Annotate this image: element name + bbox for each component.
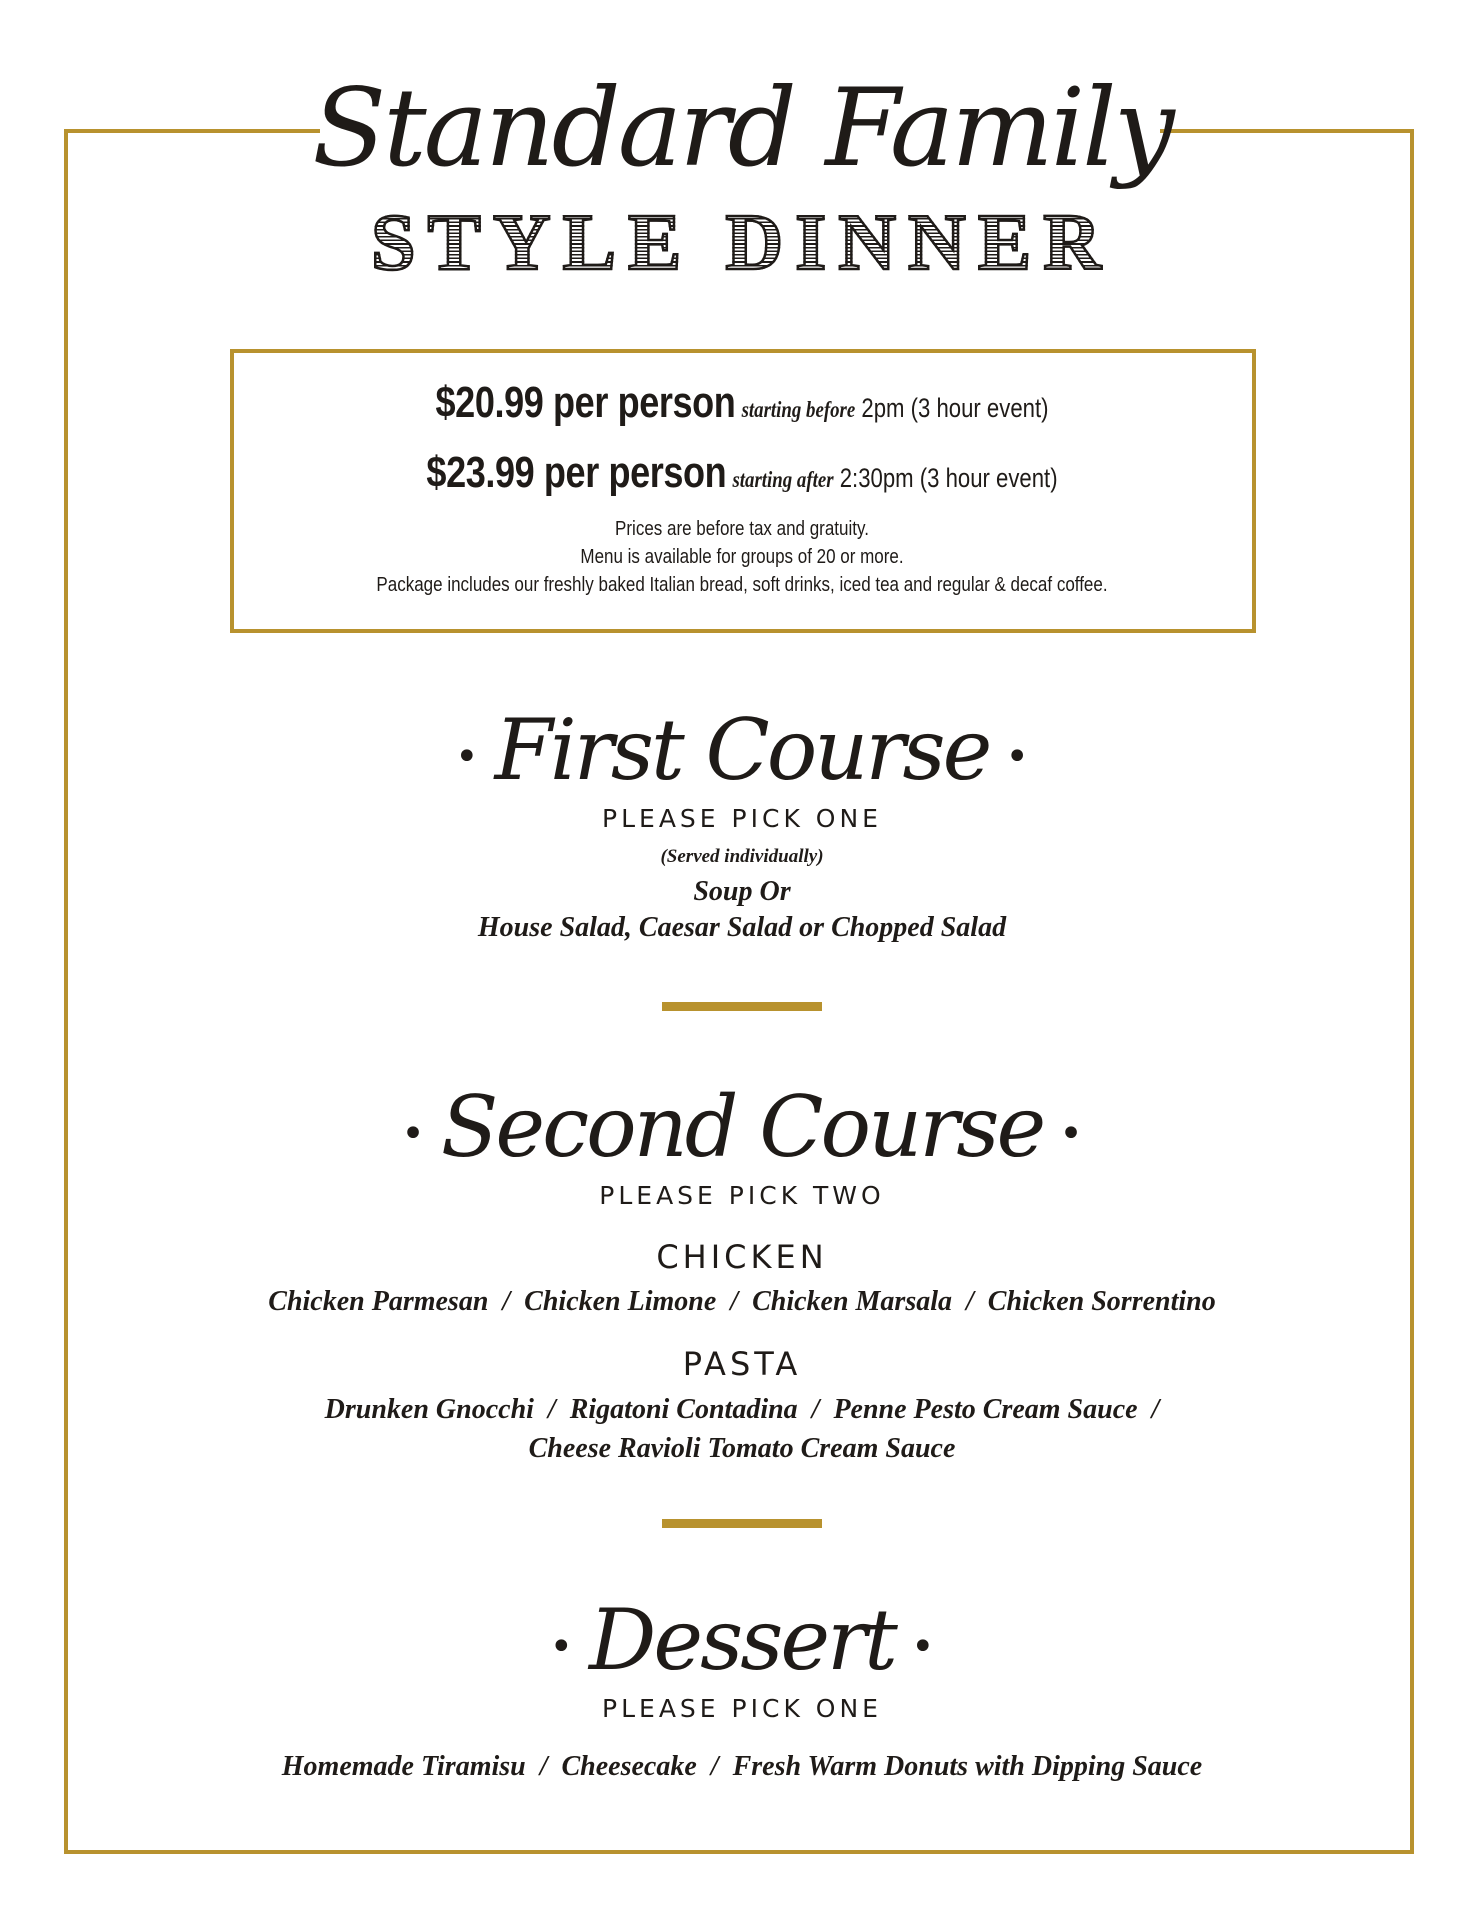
second-course-instruction: PLEASE PICK TWO bbox=[599, 1181, 885, 1210]
fine-print-groups: Menu is available for groups of 20 or more. bbox=[580, 546, 904, 568]
chicken-category: CHICKEN bbox=[656, 1238, 828, 1276]
dessert-items: Homemade Tiramisu / Cheesecake / Fresh Warm Donuts with Dipping Sauce bbox=[281, 1751, 1203, 1782]
menu-subtitle: STYLE DINNER bbox=[0, 198, 1484, 288]
bullet-icon: • bbox=[1059, 1111, 1083, 1157]
first-course-item: House Salad, Caesar Salad or Chopped Salad bbox=[477, 912, 1007, 943]
section-divider bbox=[662, 1002, 822, 1011]
menu-title: Standard Family bbox=[312, 66, 1172, 191]
price-amount: $23.99 per person bbox=[426, 448, 727, 497]
second-course-heading bbox=[0, 1077, 1484, 1184]
fine-print-package: Package includes our freshly baked Italian bread, soft drinks, iced tea and regular & decaf coffee. bbox=[376, 574, 1108, 596]
price-time: 2:30pm (3 hour event) bbox=[839, 463, 1058, 493]
dessert-heading bbox=[0, 1590, 1484, 1697]
price-time: 2pm (3 hour event) bbox=[861, 393, 1049, 423]
dessert-title: Dessert bbox=[589, 1591, 895, 1689]
bullet-icon: • bbox=[455, 734, 479, 780]
chicken-items: Chicken Parmesan / Chicken Limone / Chicken Marsala / Chicken Sorrentino bbox=[268, 1286, 1216, 1317]
section-divider bbox=[662, 1519, 822, 1528]
pasta-category: PASTA bbox=[682, 1345, 802, 1383]
pasta-items-line: Drunken Gnocchi / Rigatoni Contadina / Penne Pesto Cream Sauce / bbox=[324, 1394, 1160, 1425]
dessert-instruction: PLEASE PICK ONE bbox=[602, 1694, 882, 1723]
bullet-icon: • bbox=[910, 1624, 935, 1670]
pasta-items-line: Cheese Ravioli Tomato Cream Sauce bbox=[528, 1433, 956, 1464]
price-amount: $20.99 per person bbox=[435, 378, 736, 427]
price-note: starting before bbox=[741, 397, 856, 422]
first-course-title: First Course bbox=[494, 701, 990, 799]
first-course-heading bbox=[0, 700, 1484, 807]
bullet-icon: • bbox=[549, 1624, 574, 1670]
bullet-icon: • bbox=[1005, 734, 1029, 780]
first-course-note: (Served individually) bbox=[660, 846, 824, 867]
price-line-before bbox=[134, 378, 1351, 428]
price-note: starting after bbox=[732, 467, 834, 492]
first-course-item: Soup Or bbox=[693, 876, 791, 907]
fine-print-tax: Prices are before tax and gratuity. bbox=[615, 518, 869, 540]
second-course-title: Second Course bbox=[440, 1078, 1044, 1176]
first-course-instruction: PLEASE PICK ONE bbox=[602, 804, 882, 833]
bullet-icon: • bbox=[401, 1111, 425, 1157]
price-line-after bbox=[134, 448, 1351, 498]
